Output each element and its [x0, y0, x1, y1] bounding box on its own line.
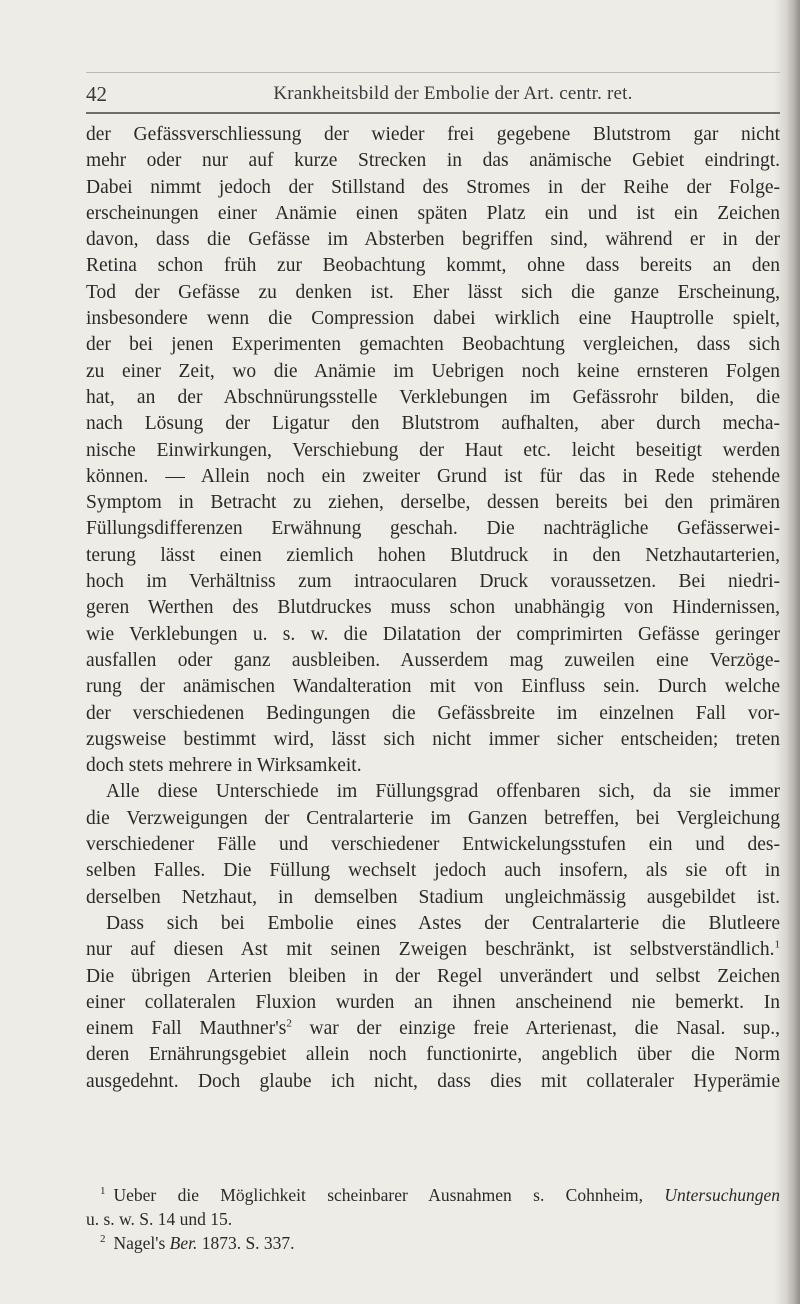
text-line [86, 1016, 780, 1042]
footnote-text: Ueber die Möglichkeit scheinbarer Ausnahmen s. Cohnheim, [113, 1185, 643, 1205]
text-line: hat, an der Abschnürungsstelle Verklebungen im Gefässrohr bilden, die [86, 386, 780, 408]
text-line: Dabei nimmt jedoch der Stillstand des Stromes in der Reihe der Folge- [86, 176, 780, 198]
text-line: erscheinungen einer Anämie einen späten Platz ein und ist ein Zeichen [86, 202, 780, 224]
text-line: nach Lösung der Ligatur den Blutstrom aufhalten, aber durch mecha- [86, 413, 780, 435]
text-line: der verschiedenen Bedingungen die Gefässbreite im einzelnen Fall vor- [86, 702, 780, 724]
text-line: wie Verklebungen u. s. w. die Dilatation der comprimirten Gefässe geringer [86, 623, 780, 645]
footnote-2 [86, 1231, 780, 1255]
text-line: derselben Netzhaut, in demselben Stadium ungleichmässig ausgebildet ist. [86, 886, 780, 908]
text-line: Füllungsdifferenzen Erwähnung geschah. Die nachträgliche Gefässerwei- [86, 518, 780, 540]
text-line-content: nur auf diesen Ast mit seinen Zweigen beschränkt, ist selbstverständlich. [86, 939, 775, 961]
text-line: selben Falles. Die Füllung wechselt jedoch auch insofern, als sie oft in [86, 860, 780, 882]
running-title: Krankheitsbild der Embolie der Art. centr. ret. [273, 83, 633, 104]
footnote-number: 1 [100, 1185, 106, 1198]
text-line: Retina schon früh zur Beobachtung kommt, ohne dass bereits an den [86, 255, 780, 277]
footnote-ref-1[interactable]: 1 [774, 938, 780, 951]
text-line: Dass sich bei Embolie eines Astes der Centralarterie die Blutleere [106, 912, 780, 934]
text-line: hoch im Verhältniss zum intraocularen Druck voraussetzen. Bei niedri- [86, 571, 780, 593]
top-rule [86, 72, 780, 73]
header-rule [86, 112, 780, 114]
text-line: Tod der Gefässe zu denken ist. Eher lässt sich die ganze Erscheinung, [86, 281, 780, 303]
footnote-1 [86, 1183, 780, 1207]
body-text [86, 122, 780, 1095]
text-line: doch stets mehrere in Wirksamkeit. [86, 755, 362, 777]
text-line: davon, dass die Gefässe im Absterben begriffen sind, während er in der [86, 229, 780, 251]
page-header [86, 80, 780, 110]
text-line-content: einem Fall Mauthner's [86, 1018, 287, 1040]
footnote-number: 2 [100, 1233, 106, 1246]
text-line: ausgedehnt. Doch glaube ich nicht, dass dies mit collateraler Hyperämie [86, 1070, 780, 1092]
text-line: Alle diese Unterschiede im Füllungsgrad offenbaren sich, da sie immer [106, 781, 780, 803]
text-line: die Verzweigungen der Centralarterie im Ganzen betreffen, bei Vergleichung [86, 807, 780, 829]
text-line: ausfallen oder ganz ausbleiben. Ausserdem mag zuweilen eine Verzöge- [86, 649, 780, 671]
text-line: geren Werthen des Blutdruckes muss schon unabhängig von Hindernissen, [86, 597, 780, 619]
text-line: rung der anämischen Wandalteration mit von Einfluss sein. Durch welche [86, 676, 780, 698]
text-line: terung lässt einen ziemlich hohen Blutdruck in den Netzhautarterien, [86, 544, 780, 566]
text-line: deren Ernährungsgebiet allein noch functionirte, angeblich über die Norm [86, 1044, 780, 1066]
text-line: zu einer Zeit, wo die Anämie im Uebrigen noch keine ernsteren Folgen [86, 360, 780, 382]
text-line [86, 937, 780, 963]
text-line: einer collateralen Fluxion wurden an ihnen anscheinend nie bemerkt. In [86, 991, 780, 1013]
footnote-ref-2[interactable]: 2 [286, 1017, 292, 1030]
text-line: Die übrigen Arterien bleiben in der Regel unverändert und selbst Zeichen [86, 965, 780, 987]
footnotes [86, 1183, 780, 1255]
text-line: nische Einwirkungen, Verschiebung der Haut etc. leicht beseitigt werden [86, 439, 780, 461]
text-line: der bei jenen Experimenten gemachten Beobachtung vergleichen, dass sich [86, 334, 780, 356]
text-line: insbesondere wenn die Compression dabei wirklich eine Hauptrolle spielt, [86, 308, 780, 330]
footnote-text: 1873. S. 337. [201, 1233, 295, 1253]
text-line-content: war der einzige freie Arterienast, die Nasal. sup., [291, 1018, 780, 1040]
page-number: 42 [86, 82, 107, 106]
text-line: Symptom in Betracht zu ziehen, derselbe, dessen bereits bei den primären [86, 492, 780, 514]
text-line: der Gefässverschliessung der wieder frei gegebene Blutstrom gar nicht [86, 124, 780, 145]
text-line: mehr oder nur auf kurze Strecken in das anämische Gebiet eindringt. [86, 150, 780, 172]
footnote-work-title: Untersuchungen [664, 1185, 780, 1205]
text-line: verschiedener Fälle und verschiedener Entwickelungsstufen ein und des- [86, 834, 780, 856]
footnote-author: Nagel's [113, 1233, 166, 1253]
footnote-1-continued: u. s. w. S. 14 und 15. [86, 1209, 233, 1229]
text-line: zugsweise bestimmt wird, lässt sich nicht immer sicher entscheiden; treten [86, 728, 780, 750]
text-line: können. — Allein noch ein zweiter Grund ist für das in Rede stehende [86, 465, 780, 487]
footnote-work-title: Ber. [169, 1233, 198, 1253]
